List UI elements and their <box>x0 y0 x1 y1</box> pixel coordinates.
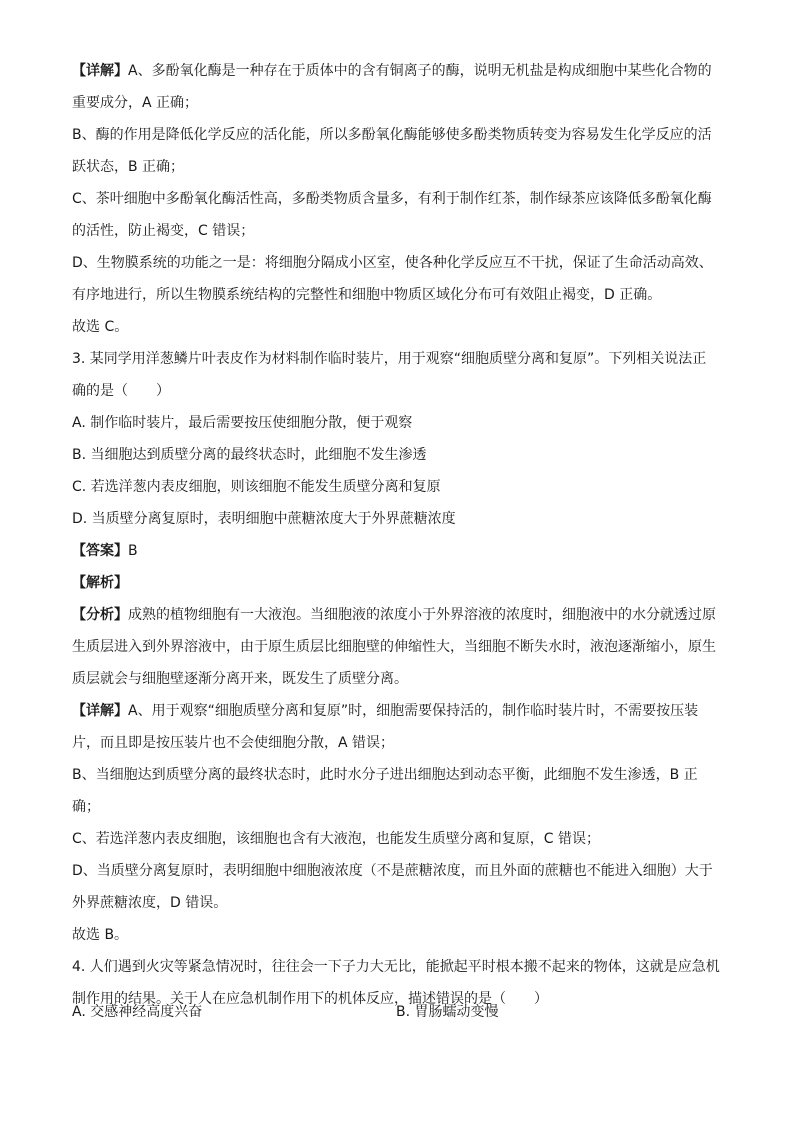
line-text: D、生物膜系统的功能之一是：将细胞分隔成小区室，使各种化学反应互不干扰，保证了生命活动高效、 <box>72 255 713 271</box>
q4-option-b: B. 胃肠蠕动变慢 <box>396 1004 499 1020</box>
text-block <box>72 446 728 464</box>
text-line <box>72 542 728 560</box>
text-line <box>72 926 728 944</box>
line-text: A、多酚氧化酶是一种存在于质体中的含有铜离子的酶，说明无机盐是构成细胞中某些化合物的 <box>128 63 712 79</box>
text-line <box>72 894 728 912</box>
line-text: 4. 人们遇到火灾等紧急情况时，往往会一下子力大无比，能掀起平时根本搬不起来的物体，这就是应急机 <box>72 959 720 975</box>
text-block <box>72 318 728 336</box>
line-text: 重要成分，A 正确； <box>72 95 199 111</box>
line-text: C、茶叶细胞中多酚氧化酶活性高，多酚类物质含量多，有利于制作红茶，制作绿茶应该降低多酚氧化酶 <box>72 191 712 207</box>
line-text: 3. 某同学用洋葱鳞片叶表皮作为材料制作临时装片，用于观察“细胞质壁分离和复原”。下列相关说法正 <box>72 351 707 367</box>
text-line <box>72 670 728 688</box>
text-block <box>72 830 728 848</box>
q4-options-row <box>72 1003 728 1021</box>
text-block <box>72 350 728 400</box>
line-text: 跃状态，B 正确； <box>72 159 185 175</box>
text-line <box>72 606 728 624</box>
text-line <box>72 190 728 208</box>
text-line <box>72 830 728 848</box>
text-line <box>72 446 728 464</box>
text-line <box>72 862 728 880</box>
text-block <box>72 862 728 912</box>
text-line <box>72 574 728 592</box>
text-line <box>72 158 728 176</box>
text-line <box>72 478 728 496</box>
line-text: 片，而且即是按压装片也不会使细胞分散，A 错误； <box>72 735 395 751</box>
line-text: 确的是（ ） <box>72 383 170 399</box>
line-text: C、若选洋葱内表皮细胞，该细胞也含有大液泡，也能发生质壁分离和复原，C 错误； <box>72 831 600 847</box>
line-text: 故选 C。 <box>72 319 129 335</box>
line-text: A、用于观察“细胞质壁分离和复原”时，细胞需要保持活的，制作临时装片时，不需要按压装 <box>128 703 699 719</box>
line-text: B. 当细胞达到质壁分离的最终状态时，此细胞不发生渗透 <box>72 447 427 463</box>
line-text: C. 若选洋葱内表皮细胞，则该细胞不能发生质壁分离和复原 <box>72 479 441 495</box>
text-line <box>72 126 728 144</box>
line-text: 有序地进行，所以生物膜系统结构的完整性和细胞中物质区域化分布可有效阻止褐变，D 正确。 <box>72 287 662 303</box>
text-block <box>72 126 728 176</box>
text-line <box>72 734 728 752</box>
text-block <box>72 414 728 432</box>
line-text: B、酶的作用是降低化学反应的活化能，所以多酚氧化酶能够使多酚类物质转变为容易发生化学反应的活 <box>72 127 712 143</box>
text-block <box>72 766 728 816</box>
text-line <box>72 766 728 784</box>
text-line <box>72 318 728 336</box>
text-block <box>72 926 728 944</box>
line-text: 外界蔗糖浓度，D 错误。 <box>72 895 228 911</box>
text-block <box>72 574 728 592</box>
text-block <box>72 510 728 528</box>
line-text: A. 制作临时装片，最后需要按压使细胞分散，便于观察 <box>72 415 413 431</box>
text-block <box>72 190 728 240</box>
section-tag: 【详解】 <box>72 703 128 719</box>
text-line <box>72 254 728 272</box>
text-line <box>72 798 728 816</box>
line-text: 确； <box>72 799 100 815</box>
text-line <box>72 510 728 528</box>
text-line <box>72 350 728 368</box>
text-block <box>72 958 728 1008</box>
line-text: 质层就会与细胞壁逐渐分离开来，既发生了质壁分离。 <box>72 671 408 687</box>
text-line <box>72 286 728 304</box>
text-line <box>72 382 728 400</box>
section-tag: 【解析】 <box>72 575 128 591</box>
text-line <box>72 222 728 240</box>
text-line <box>72 958 728 976</box>
section-tag: 【答案】 <box>72 543 128 559</box>
document-page <box>72 62 728 1008</box>
line-text: B、当细胞达到质壁分离的最终状态时，此时水分子进出细胞达到动态平衡，此细胞不发生渗透，B 正 <box>72 767 698 783</box>
line-text: 成熟的植物细胞有一大液泡。当细胞液的浓度小于外界溶液的浓度时，细胞液中的水分就透过原 <box>128 607 716 623</box>
text-block <box>72 62 728 112</box>
text-block <box>72 478 728 496</box>
text-line <box>72 414 728 432</box>
line-text: 制作用的结果。关于人在应急机制作用下的机体反应，描述错误的是（ ） <box>72 991 548 1007</box>
text-line <box>72 702 728 720</box>
text-block <box>72 254 728 304</box>
text-block <box>72 542 728 560</box>
line-text: D. 当质壁分离复原时，表明细胞中蔗糖浓度大于外界蔗糖浓度 <box>72 511 456 527</box>
line-text: D、当质壁分离复原时，表明细胞中细胞液浓度（不是蔗糖浓度，而且外面的蔗糖也不能进入细胞）大于 <box>72 863 713 879</box>
text-line <box>72 638 728 656</box>
section-tag: 【详解】 <box>72 63 128 79</box>
line-text: B <box>128 543 138 559</box>
text-line <box>72 94 728 112</box>
q4-option-a: A. 交感神经高度兴奋 <box>72 1004 203 1020</box>
line-text: 故选 B。 <box>72 927 129 943</box>
line-text: 生质层进入到外界溶液中，由于原生质层比细胞壁的伸缩性大，当细胞不断失水时，液泡逐渐缩小，原生 <box>72 639 716 655</box>
line-text: 的活性，防止褐变，C 错误； <box>72 223 255 239</box>
text-block <box>72 702 728 752</box>
section-tag: 【分析】 <box>72 607 128 623</box>
text-block <box>72 606 728 688</box>
text-line <box>72 62 728 80</box>
